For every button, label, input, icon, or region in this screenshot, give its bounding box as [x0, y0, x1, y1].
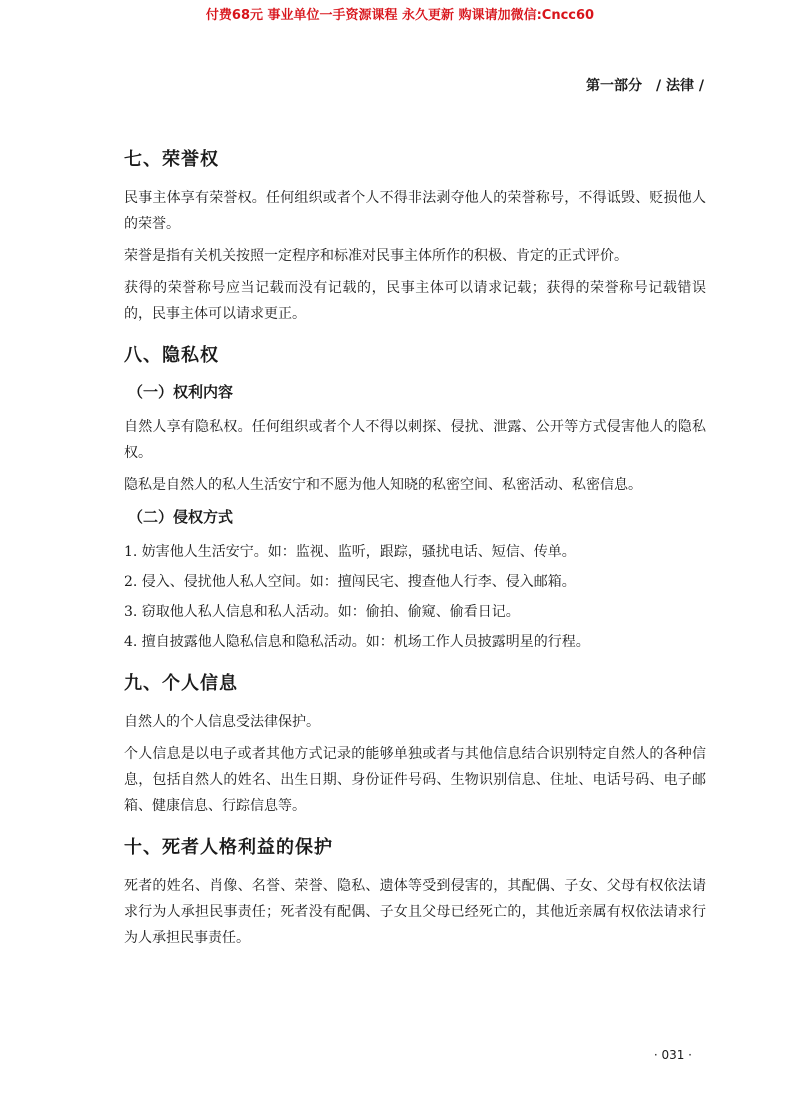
section-title: 十、死者人格利益的保护	[124, 837, 333, 858]
section-title: 八、隐私权	[124, 345, 219, 366]
section-title: 九、个人信息	[124, 673, 238, 694]
paragraph: 荣誉是指有关机关按照一定程序和标准对民事主体所作的积极、肯定的正式评价。	[124, 248, 628, 264]
section-privacy-right	[124, 341, 706, 655]
paragraph: 个人信息是以电子或者其他方式记录的能够单独或者与其他信息结合识别特定自然人的各种信息，包括自然人的姓名、出生日期、身份证件号码、生物识别信息、住址、电话号码、电子邮箱、健康信息、行踪信息等。	[124, 746, 706, 814]
subsection-infringement-methods	[124, 506, 706, 655]
paragraph: 自然人享有隐私权。任何组织或者个人不得以刺探、侵扰、泄露、公开等方式侵害他人的隐私权。	[124, 419, 706, 461]
subsection-rights-content	[124, 381, 706, 498]
watermark-banner: 付费68元 事业单位一手资源课程 永久更新 购课请加微信:Cncc60	[205, 8, 595, 23]
list-item: 1. 妨害他人生活安宁。如：监视、监听，跟踪，骚扰电话、短信、传单。	[124, 544, 576, 560]
list-item: 2. 侵入、侵扰他人私人空间。如：擅闯民宅、搜查他人行李、侵入邮箱。	[124, 574, 576, 590]
page-number: · 031 ·	[653, 1048, 692, 1062]
running-header: 第一部分 / 法律 /	[586, 78, 704, 94]
list-item: 3. 窃取他人私人信息和私人活动。如：偷拍、偷窥、偷看日记。	[124, 604, 520, 620]
paragraph: 自然人的个人信息受法律保护。	[124, 714, 320, 730]
section-title: 七、荣誉权	[124, 149, 219, 170]
section-honor-right	[124, 145, 706, 327]
subsection-title: （一）权利内容	[128, 383, 234, 401]
section-personal-info	[124, 669, 706, 819]
subsection-title: （二）侵权方式	[128, 508, 234, 526]
paragraph: 民事主体享有荣誉权。任何组织或者个人不得非法剥夺他人的荣誉称号，不得诋毁、贬损他人的荣誉。	[124, 190, 706, 232]
page-content	[124, 145, 706, 965]
paragraph: 获得的荣誉称号应当记载而没有记载的，民事主体可以请求记载；获得的荣誉称号记载错误的，民事主体可以请求更正。	[124, 280, 706, 322]
section-deceased-protection	[124, 833, 706, 951]
paragraph: 死者的姓名、肖像、名誉、荣誉、隐私、遗体等受到侵害的，其配偶、子女、父母有权依法请求行为人承担民事责任；死者没有配偶、子女且父母已经死亡的，其他近亲属有权依法请求行为人承担民事责任。	[124, 878, 706, 946]
list-item: 4. 擅自披露他人隐私信息和隐私活动。如：机场工作人员披露明星的行程。	[124, 634, 590, 650]
paragraph: 隐私是自然人的私人生活安宁和不愿为他人知晓的私密空间、私密活动、私密信息。	[124, 477, 642, 493]
